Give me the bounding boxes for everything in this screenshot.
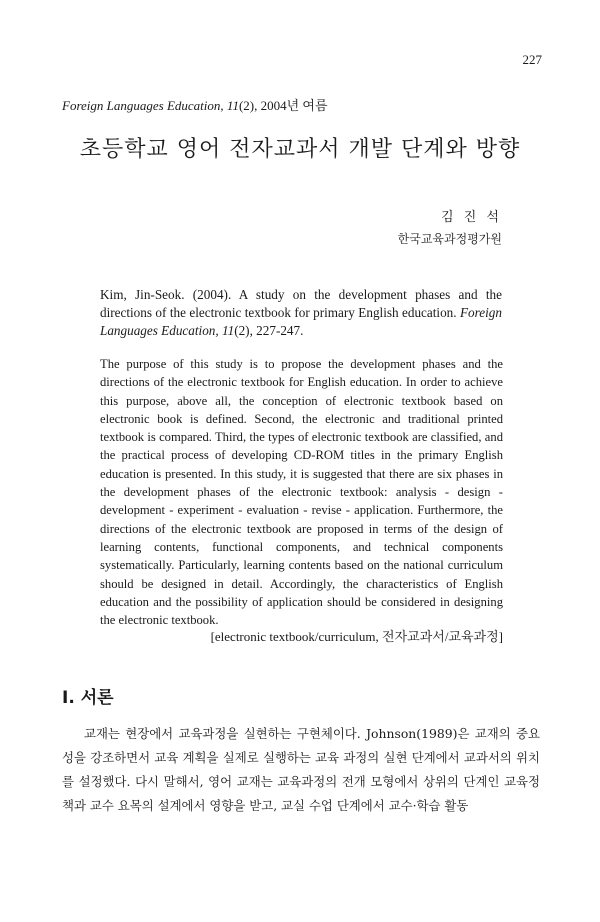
page-number: 227 xyxy=(522,52,542,67)
citation-text: Kim, Jin-Seok. (2004). A study on the development phases and the directions of the electronic textbook for primary English education. xyxy=(100,287,502,320)
body-text xyxy=(62,722,540,818)
journal-volume: 11 xyxy=(226,98,239,113)
body-paragraph: 교재는 현장에서 교육과정을 실현하는 구현체이다. Johnson(1989)은 교재의 중요성을 강조하면서 교육 계획을 실제로 실행하는 교육 과정의 실현 단계에서 교과서의 위치를 설정했다. 다시 말해서, 영어 교재는 교육과정의 전개 모형에서 상위의 단계인 교육정책과 교수 요목의 설계에서 영향을 받고, 교실 수업 단계에서 교수·학습 활동 xyxy=(62,726,540,813)
keywords: [electronic textbook/curriculum, 전자교과서/교육과정] xyxy=(210,629,503,644)
citation xyxy=(100,286,502,340)
citation-journal: Foreign Languages Education, 11 xyxy=(100,305,502,338)
journal-issue-year: (2), 2004년 여름 xyxy=(238,98,328,113)
paper-title: 초등학교 영어 전자교과서 개발 단계와 방향 xyxy=(79,137,521,162)
section-heading: I. 서론 xyxy=(62,688,114,708)
author-name: 김 진 석 xyxy=(441,210,502,225)
author-affiliation: 한국교육과정평가원 xyxy=(397,232,502,246)
abstract: The purpose of this study is to propose the development phases and the directions of the electronic textbook for English education. In order to achieve this purpose, above all, the conception of electronic textbook based on electronic book is defined. Second, the electronic and traditional printed textbook is compared. Third, the types of electronic textbook are classified, and the practical process of developing CD-ROM titles in the primary English education is presented. In this study, it is suggested that there are six phases in the development phases of the electronic textbook: analysis - design - development - experiment - evaluation - revise - application. Furthermore, the directions of the electronic textbook are proposed in terms of the design of learning contents, functional components, and technical components systematically. Particularly, learning contents based on the national curriculum should be designed in detail. Accordingly, the characteristics of English education and the possibility of application should be considered in designing the electronic textbook. xyxy=(100,357,503,628)
citation-pages: (2), 227-247. xyxy=(234,323,304,338)
journal-header xyxy=(62,95,328,114)
journal-name: Foreign Languages Education, xyxy=(62,98,224,113)
